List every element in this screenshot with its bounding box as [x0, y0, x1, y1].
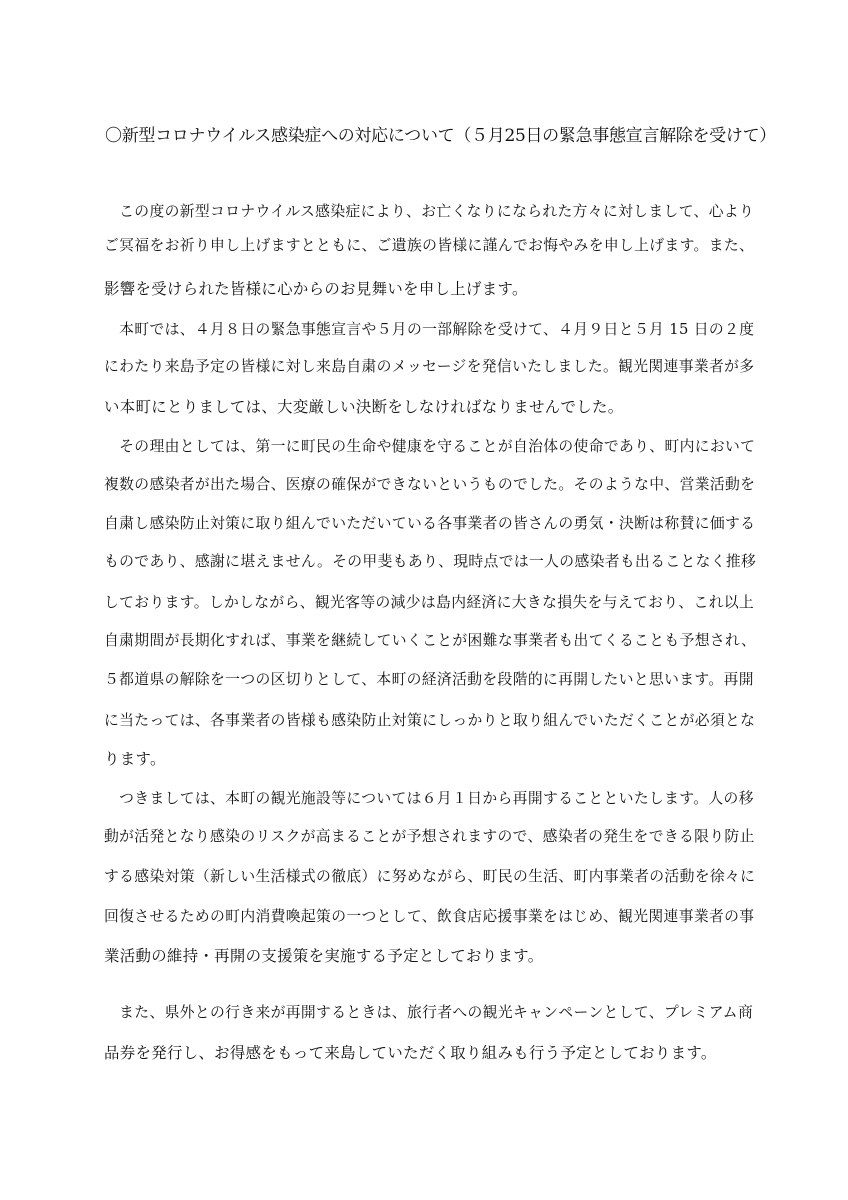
body-line: その理由としては、第一に町民の生命や健康を守ることが自治体の使命であり、町内において — [104, 438, 756, 455]
body-line: ります。 — [104, 750, 166, 768]
body-line: ご冥福をお祈り申し上げますとともに、ご遺族の皆様に謹んでお悔やみを申し上げます。また、 — [104, 237, 755, 254]
body-line: 影響を受けられた皆様に心からのお見舞いを申し上げます。 — [104, 280, 528, 298]
body-line: この度の新型コロナウイルス感染症により、お亡くなりになられた方々に対しまして、心より — [104, 203, 755, 220]
body-line: ５都道県の解除を一つの区切りとして、本町の経済活動を段階的に再開したいと思います。再開 — [104, 671, 754, 688]
body-line: 自粛期間が長期化すれば、事業を継続していくことが困難な事業者も出てくることも予想され、 — [104, 632, 757, 649]
body-line: しております。しかしながら、観光客等の減少は島内経済に大きな損失を与えており、これ以上 — [104, 594, 755, 611]
body-line: にわたり来島予定の皆様に対し来島自粛のメッセージを発信いたしました。観光関連事業者が多 — [104, 358, 755, 375]
document-title: 〇新型コロナウイルス感染症への対応について（５月25日の緊急事態宣言解除を受けて） — [105, 126, 776, 146]
body-line: 業活動の維持・再開の支援策を実施する予定としております。 — [104, 947, 544, 965]
body-line: する感染対策（新しい生活様式の徹底）に努めながら、町民の生活、町内事業者の活動を徐々に — [104, 868, 756, 885]
body-line: 複数の感染者が出た場合、医療の確保ができないというものでした。そのような中、営業活動を — [104, 476, 756, 493]
body-line: 本町では、４月８日の緊急事態宣言や５月の一部解除を受けて、４月９日と５月 15 日の２度 — [104, 321, 755, 338]
body-line: 回復させるための町内消費喚起策の一つとして、飲食店応援事業をはじめ、観光関連事業者の事 — [104, 908, 755, 925]
body-line: に当たっては、各事業者の皆様も感染防止対策にしっかりと取り組んでいただくことが必須とな — [104, 712, 756, 729]
body-line: ものであり、感謝に堪えません。その甲斐もあり、現時点では一人の感染者も出ることなく推移 — [104, 553, 757, 570]
body-line: また、県外との行き来が再開するときは、旅行者への観光キャンペーンとして、プレミアム商 — [104, 1004, 754, 1021]
body-line: 品券を発行し、お得感をもって来島していただく取り組みも行う予定としております。 — [104, 1044, 717, 1062]
body-line: つきましては、本町の観光施設等については６月１日から再開することといたします。人の移 — [104, 790, 754, 807]
body-line: 自粛し感染防止対策に取り組んでいただいている各事業者の皆さんの勇気・決断は称賛に価する — [104, 515, 756, 532]
body-line: 動が活発となり感染のリスクが高まることが予想されますので、感染者の発生をできる限り防止 — [104, 828, 755, 845]
body-line: い本町にとりましては、大変厳しい決断をしなければなりませんでした。 — [104, 398, 624, 416]
